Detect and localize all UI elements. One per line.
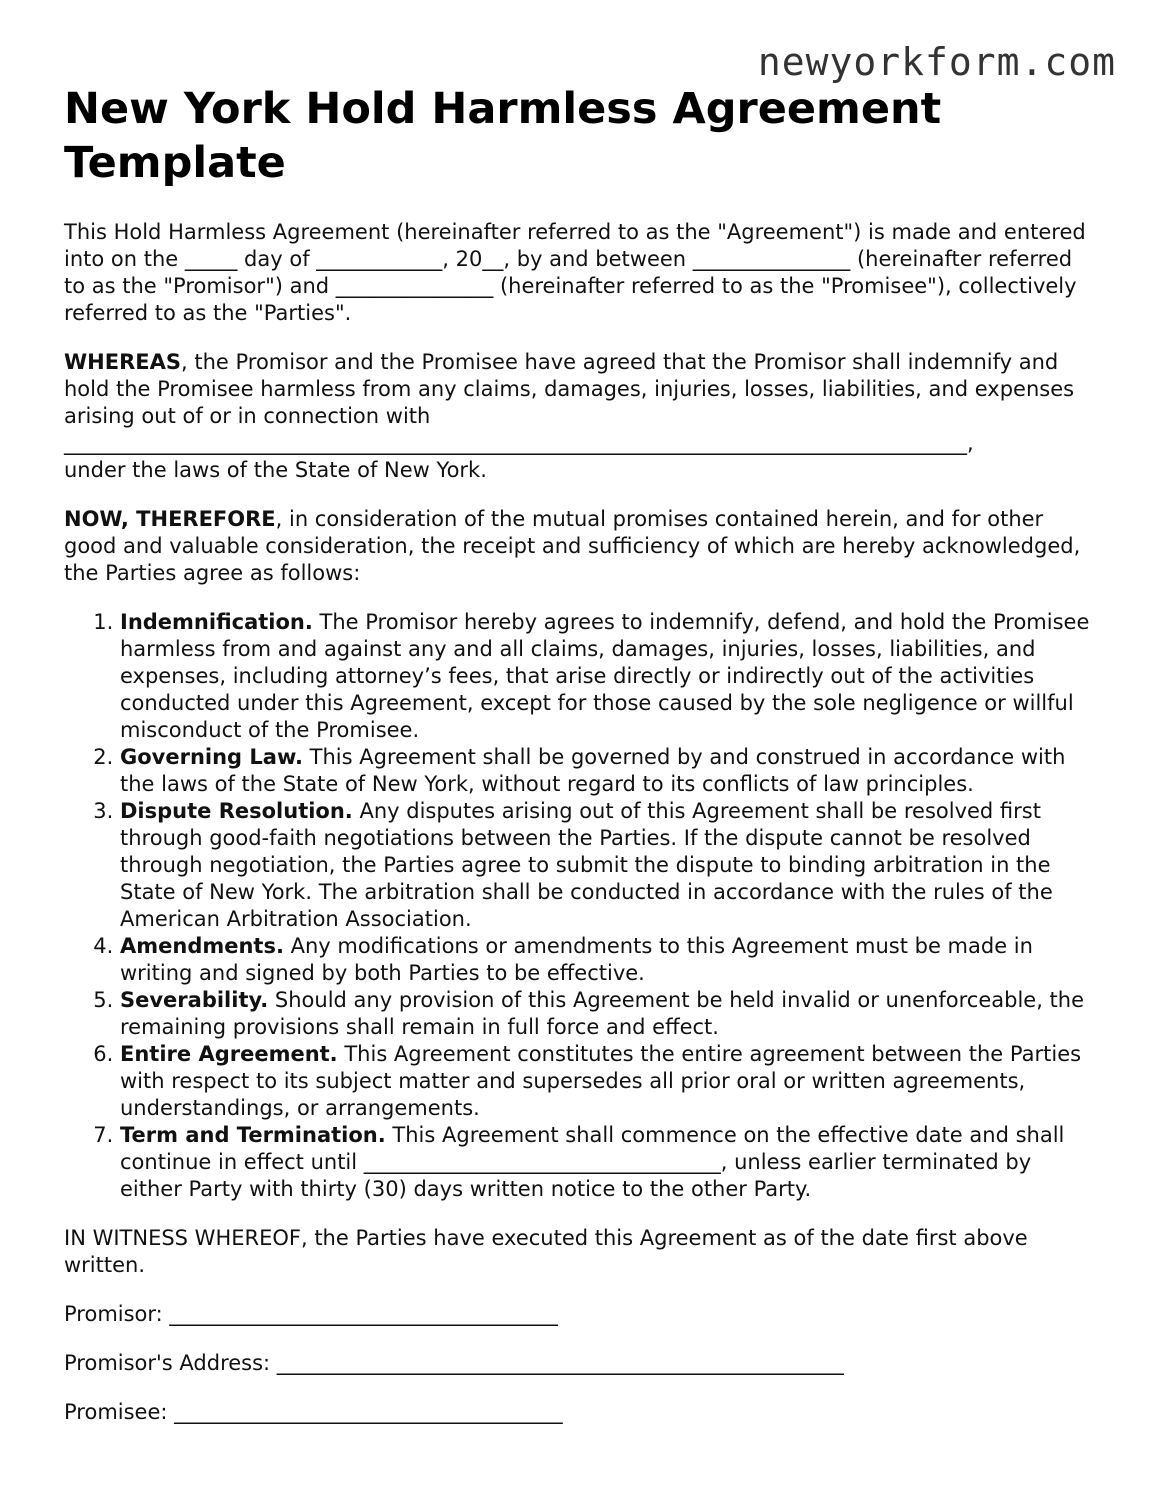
- clause-text: The Promisor hereby agrees to indemnify, defend, and hold the Promisee harmless from and against any and all claims, damages, injuries, losses, liabilities, and expenses, including attorney’s fees, that arise directly or indirectly out of the activities conducted under this Agreement, except for those caused by the sole negligence or willful misconduct of the Promisee.: [120, 610, 1090, 742]
- agreement-body: [64, 219, 1094, 1448]
- clause-heading: Dispute Resolution.: [120, 799, 353, 823]
- clause-item: [120, 1041, 1094, 1122]
- promisor-address-line: Promisor's Address: ______________________________________________________: [64, 1351, 844, 1375]
- now-therefore-text: , in consideration of the mutual promises contained herein, and for other good and valuable consideration, the receipt and sufficiency of which are hereby acknowledged, the Parties agree as follows:: [64, 507, 1081, 585]
- clause-heading: Indemnification.: [120, 610, 313, 634]
- page-title: New York Hold Harmless Agreement Template: [64, 84, 942, 188]
- whereas-lead: WHEREAS: [64, 350, 181, 374]
- clause-heading: Entire Agreement.: [120, 1042, 338, 1066]
- now-therefore-paragraph: [64, 506, 1094, 587]
- whereas-paragraph: [64, 349, 1094, 484]
- clause-item: [120, 798, 1094, 933]
- clause-text: Any modifications or amendments to this Agreement must be made in writing and signed by both Parties to be effective.: [120, 934, 1033, 985]
- clause-text: Should any provision of this Agreement be held invalid or unenforceable, the remaining provisions shall remain in full force and effect.: [120, 988, 1085, 1039]
- promisee-signature-line: Promisee: _____________________________________: [64, 1400, 563, 1424]
- site-watermark: newyorkform.com: [757, 40, 1116, 84]
- intro-paragraph: This Hold Harmless Agreement (hereinafter referred to as the "Agreement") is made and entered into on the _____ day of ____________, 20__, by and between _______________ (hereinafter referred to as the "Promisor") and _______________ (hereinafter referred to as the "Promisee"), collectively referred to as the "Parties".: [64, 220, 1086, 325]
- clause-text: This Agreement shall commence on the effective date and shall continue in effect until __________________________________, unless earlier terminated by either Party with thirty (30) days written notice to the other Party.: [120, 1123, 1065, 1201]
- clause-text: Any disputes arising out of this Agreement shall be resolved first through good-faith negotiations between the Parties. If the dispute cannot be resolved through negotiation, the Parties agree to submit the dispute to binding arbitration in the State of New York. The arbitration shall be conducted in accordance with the rules of the American Arbitration Association.: [120, 799, 1053, 931]
- clause-heading: Amendments.: [120, 934, 284, 958]
- whereas-text: , the Promisor and the Promisee have agreed that the Promisor shall indemnify and hold the Promisee harmless from any claims, damages, injuries, losses, liabilities, and expenses arising out of or in connection with: [64, 350, 1075, 428]
- clause-item: [120, 987, 1094, 1041]
- clause-item: [120, 933, 1094, 987]
- clause-item: [120, 744, 1094, 798]
- whereas-blank: ______________________________________________________________________________________,: [64, 431, 974, 455]
- clause-list: [64, 609, 1094, 1203]
- now-therefore-lead: NOW, THEREFORE: [64, 507, 276, 531]
- clause-item: [120, 609, 1094, 744]
- clause-text: This Agreement shall be governed by and construed in accordance with the laws of the State of New York, without regard to its conflicts of law principles.: [120, 745, 1066, 796]
- clause-heading: Term and Termination.: [120, 1123, 386, 1147]
- clause-heading: Severability.: [120, 988, 269, 1012]
- promisor-signature-line: Promisor: _____________________________________: [64, 1302, 558, 1326]
- clause-text: This Agreement constitutes the entire agreement between the Parties with respect to its subject matter and supersedes all prior oral or written agreements, understandings, or arrangements.: [120, 1042, 1082, 1120]
- clause-item: [120, 1122, 1094, 1203]
- clause-heading: Governing Law.: [120, 745, 303, 769]
- witness-paragraph: IN WITNESS WHEREOF, the Parties have executed this Agreement as of the date first above written.: [64, 1226, 1028, 1277]
- whereas-tail: under the laws of the State of New York.: [64, 458, 487, 482]
